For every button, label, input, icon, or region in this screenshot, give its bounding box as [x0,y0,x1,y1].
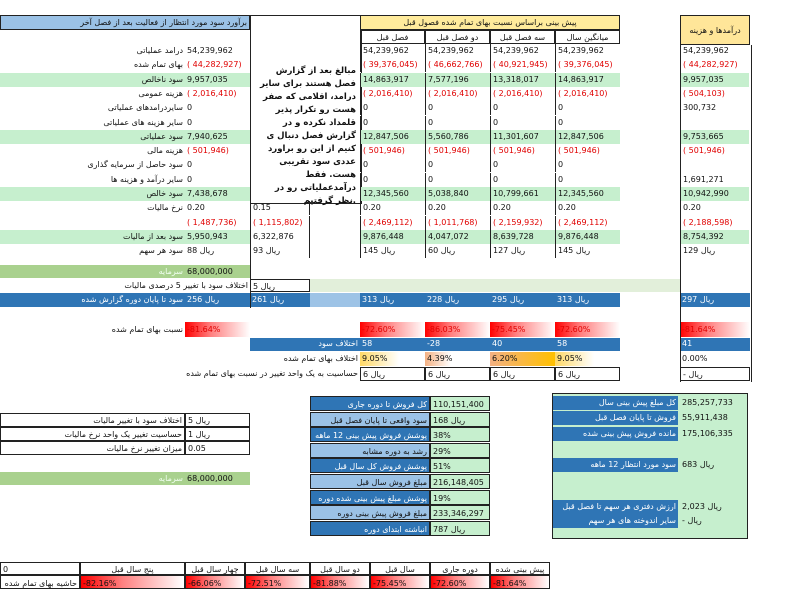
margin-header: دو سال قبل [310,562,370,575]
margin-header: سه سال قبل [245,562,310,575]
cost-diff-m0: 58 [360,338,425,351]
cost-ratio-m3: -72.60% [555,322,620,337]
eps-b: 261 ریال [250,293,310,307]
stat-value: 168 ریال [430,412,490,427]
stat-label: کل فروش تا دوره جاری [310,396,430,411]
row-value-m1: 5,560,786 [425,130,490,144]
sensitivity-m1: 6 ریال [425,367,490,381]
stat-label: انباشته ابتدای دوره [310,521,430,536]
sensitivity-label: حساسیت به یک واحد تغییر در نسبت بهای تمام شده [186,369,358,378]
margin-header: سال قبل [370,562,430,575]
margin-value: -66.06% [185,575,245,589]
stat-value: 19% [430,490,490,505]
row-value-m3: 0 [555,116,620,130]
row-value-b [250,173,310,187]
stat-label: رشد به دوره مشابه [310,443,430,458]
row-value-m0: 12,345,560 [360,187,425,201]
row-label: سایر هزینه های عملیاتی [103,117,183,127]
row-value-a: ( 2,016,410) [187,88,237,98]
row-value-m2: 0 [490,158,555,172]
stat-value: 110,151,400 [430,396,490,411]
row-value-m1: 0 [425,158,490,172]
row-value-m1: 0 [425,101,490,115]
forecast-label: سود مورد انتظار 12 ماهه [553,458,678,472]
row-value-a: ( 1,487,736) [187,217,237,227]
row-value-b: 0.15 [250,201,310,215]
middle-header: پیش بینی براساس نسبت بهای تمام شده فصول قبل [360,15,620,30]
row-value-r: 1,691,271 [683,174,724,184]
row-value-m1: ( 46,662,766) [425,58,490,72]
row-value-m3: 12,847,506 [555,130,620,144]
sensitivity-m3: 6 ریال [555,367,620,381]
row-value-m0: 0 [360,101,425,115]
row-value-m1: ( 2,016,410) [425,87,490,101]
stat-label: پوشش مبلغ پیش بینی شده دوره [310,490,430,505]
row-value-b: ( 1,115,802) [250,216,310,230]
row-label: سود ناخالص [0,73,185,87]
row-value-m2: 11,301,607 [490,130,555,144]
row-value-b [250,73,310,87]
cost-diff-m1: -28 [425,338,490,351]
forecast-value: 285,257,733 [682,398,733,407]
row-value-m2: 54,239,962 [490,44,555,58]
cost-diff-m2: 40 [490,338,555,351]
row-value-m3: ( 2,016,410) [555,87,620,101]
row-value-m1: 54,239,962 [425,44,490,58]
cost-ratio-r: -81.64% [680,322,750,337]
margin-value: -82.16% [80,575,185,589]
row-value-m2: ( 501,946) [490,144,555,158]
stat-value: 233,346,297 [430,505,490,520]
forecast-label: مانده فروش پیش بینی شده [553,427,678,441]
eps-label: سود تا پایان دوره گزارش شده [0,293,185,307]
cost-diff-label: اختلاف سود [250,338,360,351]
row-value-a: 0 [187,174,193,184]
row-value-r: ( 2,188,598) [683,217,733,227]
row-value-a: 88 ریال [187,246,215,256]
row-value-m3: 54,239,962 [555,44,620,58]
row-value-m3: ( 2,469,112) [555,216,620,230]
forecast-label: ارزش دفتری هر سهم تا فصل قبل [553,500,678,514]
col-header-0: فصل قبل [360,30,425,44]
row-value-r: 0.20 [683,203,701,213]
row-value-m2: ( 2,016,410) [490,87,555,101]
row-label: سود خالص [0,187,185,201]
stat-value: 787 ریال [430,521,490,536]
stat-value: 51% [430,458,490,473]
capital-label: سرمایه [0,265,185,278]
row-value-m3: ( 501,946) [555,144,620,158]
row-value-m1: 0 [425,116,490,130]
cost-diff-pct-r: 0.00% [682,354,708,363]
margin-zero: 0 [0,562,80,575]
row-value-a: 7,940,625 [185,130,250,144]
row-value-m1: 7,577,196 [425,73,490,87]
row-value-m0: ( 501,946) [360,144,425,158]
margin-header: پیش بینی شده [490,562,550,575]
sensitivity-m2: 6 ریال [490,367,555,381]
row-value-b [250,187,310,201]
row-value-m1: 4,047,072 [425,230,490,244]
row-value-b [250,144,310,158]
eps-m1: 228 ریال [425,293,490,307]
margin-header: چهار سال قبل [185,562,245,575]
forecast-value: 55,911,438 [682,413,728,422]
row-value-m3: 0 [555,173,620,187]
stat-value: 38% [430,427,490,442]
row-value-a: 54,239,962 [187,46,233,55]
capital-value: 68,000,000 [185,265,250,278]
left-header: برآورد سود مورد انتظار از فعالیت بعد از فصل آخر [0,15,250,30]
row-value-m2: 0.20 [490,201,555,215]
row-value-m0: ( 2,016,410) [360,87,425,101]
stat-label: مبلغ فروش پیش بینی دوره [310,505,430,520]
row-value-m3: 145 ریال [555,244,620,258]
row-value-m3: 0.20 [555,201,620,215]
forecast-value: 175,106,335 [682,429,733,438]
row-value-r: ( 44,282,927) [683,60,738,70]
row-value-m0: 0.20 [360,201,425,215]
row-value-m1: ( 501,946) [425,144,490,158]
cost-diff-pct-m0: 9.05% [360,352,425,366]
tax-diff-fill [310,279,680,292]
tax-block-value-0: 5 ریال [185,413,250,427]
row-value-m2: 0 [490,116,555,130]
tax-block-value-1: 1 ریال [185,427,250,441]
row-value-m2: 127 ریال [490,244,555,258]
forecast-label: کل مبلغ پیش بینی سال [553,396,678,410]
row-value-m2: 10,799,661 [490,187,555,201]
eps-m2: 295 ریال [490,293,555,307]
row-value-m3: ( 39,376,045) [555,58,620,72]
row-value-m0: 0 [360,116,425,130]
row-value-m3: 12,345,560 [555,187,620,201]
row-label: هزینه مالی [147,146,183,156]
row-value-r: 8,754,392 [681,230,749,244]
row-value-m1: 0 [425,173,490,187]
row-label: سود عملیاتی [0,130,185,144]
row-value-m0: 9,876,448 [360,230,425,244]
sensitivity-r: - ریال [680,367,750,381]
row-value-b [250,87,310,101]
note-text: مبالغ بعد از گزارش فصل هستند برای سایر درامد، اقلامی که صفر هست رو تکرار پذیر قلمداد نکرده و در گزارش فصل دنبال ی کنیم از این رو براورد عددی سود تقریبی هست. فقط درآمدعملیاتی رو در نظر گرفتیم. [259,66,356,206]
stat-label: سود واقعی تا پایان فصل قبل [310,412,430,427]
row-value-b [250,58,310,72]
stat-value: 29% [430,443,490,458]
sensitivity-m0: 6 ریال [360,367,425,381]
forecast-value: 2,023 ریال [682,502,722,511]
cost-diff-m3: 58 [555,338,620,351]
forecast-value: 683 ریال [682,460,715,469]
row-value-m0: 54,239,962 [360,44,425,58]
tax-block-label-2: میزان تغییر نرخ مالیات [0,441,185,455]
row-value-m3: 14,863,917 [555,73,620,87]
col-header-2: سه فصل قبل [490,30,555,44]
row-value-a: 0 [187,117,193,127]
forecast-label: سایر اندوخته های هر سهم [553,514,678,528]
cost-diff-pct-m3: 9.05% [555,352,620,366]
row-label: بهای تمام شده [133,60,183,70]
col-header-3: میانگین سال [555,30,620,44]
row-label: درامد عملیاتی [136,46,183,55]
margin-value: -81.88% [310,575,370,589]
row-value-a: ( 501,946) [187,146,229,156]
row-value-m0: 145 ریال [360,244,425,258]
row-value-b [250,101,310,115]
tax-diff-value: 5 ریال [250,279,310,292]
row-value-r: 9,753,665 [681,130,749,144]
margin-header: دوره جاری [430,562,490,575]
row-value-b [250,116,310,130]
forecast-value: - ریال [682,516,702,525]
row-value-m0: 0 [360,158,425,172]
eps-r: 297 ریال [680,293,750,307]
eps-gap [310,293,360,307]
row-value-m0: ( 39,376,045) [360,58,425,72]
cost-ratio-m0: -72.60% [360,322,425,337]
row-value-m1: 60 ریال [425,244,490,258]
row-value-m0: 0 [360,173,425,187]
row-value-b: 93 ریال [250,244,310,258]
tax-block-label-0: اختلاف سود با تغییر مالیات [0,413,185,427]
row-value-m0: 14,863,917 [360,73,425,87]
row-value-b [250,158,310,172]
row-value-a: 9,957,035 [185,73,250,87]
row-value-b: 6,322,876 [250,230,310,244]
row-value-m2: 0 [490,101,555,115]
row-value-m3: 0 [555,101,620,115]
row-value-m3: 9,876,448 [555,230,620,244]
row-value-r: 129 ریال [683,246,716,256]
cost-diff-pct-label: اختلاف بهای تمام شده [283,354,358,363]
margin-value: -81.64% [490,575,550,589]
right-header: درآمدها و هزینه [680,15,750,45]
eps-m3: 313 ریال [555,293,620,307]
left-column-frame [0,30,251,308]
cost-diff-pct-m1: 4.39% [425,352,490,366]
tax-block-value-2: 0.05 [185,441,250,455]
margin-value: -72.51% [245,575,310,589]
tax-block-label-1: حساسیت تغییر یک واحد نرخ مالیات [0,427,185,441]
stat-label: پوشش فروش کل سال قبل [310,458,430,473]
row-value-m0: 12,847,506 [360,130,425,144]
row-value-r: ( 501,946) [683,146,725,156]
right-column-frame [680,45,752,382]
row-value-r: 54,239,962 [683,46,729,55]
stat-label: مبلغ فروش سال قبل [310,474,430,489]
row-value-m2: 8,639,728 [490,230,555,244]
stat-label: پوشش فروش پیش بینی 12 ماهه [310,427,430,442]
row-value-m3: 0 [555,158,620,172]
row-label: سایردرامدهای عملیاتی [107,103,183,113]
capital2-value: 68,000,000 [185,472,250,485]
forecast-label: فروش تا پایان فصل قبل [553,411,678,425]
row-value-a: 7,438,678 [185,187,250,201]
row-value-m2: ( 40,921,945) [490,58,555,72]
row-value-b [250,130,310,144]
eps-m0: 313 ریال [360,293,425,307]
row-value-r: 9,957,035 [681,73,749,87]
row-label: سود حاصل از سرمایه گذاری [87,160,183,170]
row-value-r: 300,732 [683,103,717,113]
margin-header: پنج سال قبل [80,562,185,575]
row-value-m1: ( 1,011,768) [425,216,490,230]
row-value-a: 5,950,943 [185,230,250,244]
col-header-1: دو فصل قبل [425,30,490,44]
row-value-m2: ( 2,159,932) [490,216,555,230]
row-value-m2: 13,318,017 [490,73,555,87]
row-value-a: ( 44,282,927) [187,60,242,70]
margin-value: -75.45% [370,575,430,589]
row-value-b [250,44,310,58]
cost-diff-r: 41 [680,338,750,351]
cost-ratio-label: نسبت بهای تمام شده [111,325,183,334]
row-label: سایر درآمد و هزینه ها [110,174,183,184]
row-label: نرخ مالیات [147,203,183,213]
row-value-m2: 0 [490,173,555,187]
row-label: سود بعد از مالیات [0,230,185,244]
tax-diff-label: اختلاف سود با تغییر 5 درصدی مالیات [124,281,248,290]
cost-ratio-m2: -75.45% [490,322,555,337]
row-label: هزینه عمومی [138,88,183,98]
row-value-r: ( 504,103) [683,88,725,98]
row-value-m1: 5,038,840 [425,187,490,201]
eps-a: 256 ریال [185,293,250,307]
stat-value: 216,148,405 [430,474,490,489]
row-value-r: 10,942,990 [681,187,749,201]
row-value-a: 0 [187,103,193,113]
row-value-m0: ( 2,469,112) [360,216,425,230]
cost-ratio-a: -81.64% [185,322,250,337]
cost-diff-pct-m2: 6.20% [490,352,555,366]
cost-ratio-m1: -86.03% [425,322,490,337]
margin-label: حاشیه بهای تمام شده [0,575,80,589]
row-value-m1: 0.20 [425,201,490,215]
row-value-a: 0.20 [187,203,205,213]
margin-value: -72.60% [430,575,490,589]
row-value-a: 0 [187,160,193,170]
capital2-label: سرمایه [0,472,185,485]
row-label: سود هر سهم [139,246,183,256]
